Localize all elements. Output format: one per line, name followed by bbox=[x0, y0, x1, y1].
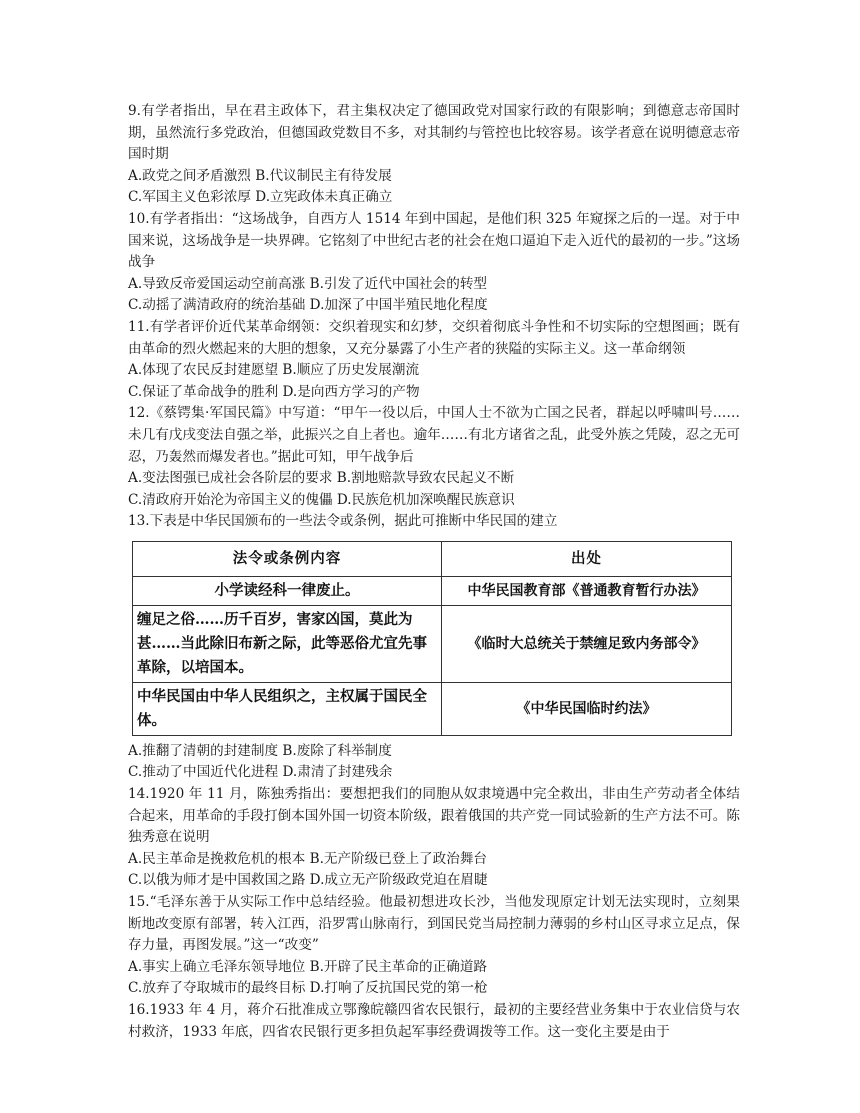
table-cell-source: 中华民国教育部《普通教育暂行办法》 bbox=[442, 576, 732, 605]
question-stem: 12.《蔡锷集·军国民篇》中写道：“甲午一役以后，中国人士不欲为亡国之民者，群起以呼啸叫号……未几有戊戌变法自强之举，此振兴之自上者也。逾年……有北方诸省之乱，此受外族之凭陵，忍之无可忍，乃轰然而爆发者也。”据此可知，甲午战争后 bbox=[128, 405, 740, 465]
table-header-content: 法令或条例内容 bbox=[133, 541, 442, 576]
question-list bbox=[128, 101, 740, 1043]
question-16 bbox=[128, 1000, 740, 1043]
question-stem: 10.有学者指出：“这场战争，自西方人 1514 年到中国起，是他们积 325 年窥探之后的一逞。对于中国来说，这场战争是一块界碑。它铭刻了中世纪古老的社会在炮口逼迫下走入近代的最初的一步。”这场战争 bbox=[128, 210, 740, 271]
question-10 bbox=[128, 209, 740, 317]
option-line: C.以俄为师才是中国救国之路 D.成立无产阶级政党迫在眉睫 bbox=[128, 872, 488, 889]
table-cell-content: 缠足之俗……历千百岁，害家凶国，莫此为甚……当此除旧布新之际，此等恶俗尤宜先事革除，以培国本。 bbox=[133, 605, 442, 682]
table-cell-content: 小学读经科一律废止。 bbox=[133, 576, 442, 605]
option-line: A.推翻了清朝的封建制度 B.废除了科举制度 bbox=[128, 742, 392, 759]
table-cell-source: 《临时大总统关于禁缠足致内务部令》 bbox=[442, 605, 732, 682]
option-line: C.推动了中国近代化进程 D.肃清了封建残余 bbox=[128, 764, 393, 781]
table-row bbox=[133, 605, 732, 682]
option-line: A.政党之间矛盾激烈 B.代议制民主有待发展 bbox=[128, 167, 392, 184]
option-line: A.变法图强已成社会各阶层的要求 B.割地赔款导致农民起义不断 bbox=[128, 470, 515, 487]
table-row bbox=[133, 682, 732, 735]
question-stem: 11.有学者评价近代某革命纲领：交织着现实和幻梦，交织着彻底斗争性和不切实际的空想图画；既有由革命的烈火燃起来的大胆的想象，又充分暴露了小生产者的狭隘的实际主义。这一革命纲领 bbox=[128, 318, 740, 357]
question-13 bbox=[128, 511, 740, 784]
option-line: A.导致反帝爱国运动空前高涨 B.引发了近代中国社会的转型 bbox=[128, 275, 488, 292]
table-header-row bbox=[133, 541, 732, 576]
question-stem: 9.有学者指出，早在君主政体下，君主集权决定了德国政党对国家行政的有限影响；到德意志帝国时期，虽然流行多党政治，但德国政党数目不多，对其制约与管控也比较容易。该学者意在说明德意志帝国时期 bbox=[128, 103, 740, 163]
option-line: A.体现了农民反封建愿望 B.顺应了历史发展潮流 bbox=[128, 362, 420, 379]
option-line: C.保证了革命战争的胜利 D.是向西方学习的产物 bbox=[128, 383, 420, 400]
law-table bbox=[132, 541, 732, 736]
option-line: C.动摇了满清政府的统治基础 D.加深了中国半殖民地化程度 bbox=[128, 297, 488, 314]
table-cell-source: 《中华民国临时约法》 bbox=[442, 682, 732, 735]
question-11 bbox=[128, 317, 740, 403]
question-9 bbox=[128, 101, 740, 209]
question-stem: 13.下表是中华民国颁布的一些法令或条例，据此可推断中华民国的建立 bbox=[128, 513, 558, 530]
table-header-source: 出处 bbox=[442, 541, 732, 576]
option-line: A.民主革命是挽救危机的根本 B.无产阶级已登上了政治舞台 bbox=[128, 850, 488, 867]
question-stem: 16.1933 年 4 月，蒋介石批准成立鄂豫皖赣四省农民银行，最初的主要经营业务集中于农业信贷与农村救济，1933 年底，四省农民银行更多担负起军事经费调拨等工作。这一变化主要是由于 bbox=[128, 1002, 740, 1040]
question-stem: 15.“毛泽东善于从实际工作中总结经验。他最初想进攻长沙，当他发现原定计划无法实现时，立刻果断地改变原有部署，转入江西，沿罗霄山脉南行，到国民党当局控制力薄弱的乡村山区寻求立足点，保存力量，再图发展。”这一“改变” bbox=[128, 894, 740, 954]
option-line: C.清政府开始沦为帝国主义的傀儡 D.民族危机加深唤醒民族意识 bbox=[128, 491, 515, 508]
option-line: C.放弃了夺取城市的最终目标 D.打响了反抗国民党的第一枪 bbox=[128, 980, 488, 997]
question-stem: 14.1920 年 11 月，陈独秀指出：要想把我们的同胞从奴隶境遇中完全救出，非由生产劳动者全体结合起来，用革命的手段打倒本国外国一切资本阶级，跟着俄国的共产党一同试验新的生产方法不可。陈独秀意在说明 bbox=[128, 786, 740, 846]
table-row bbox=[133, 576, 732, 605]
question-14 bbox=[128, 784, 740, 892]
option-line: A.事实上确立毛泽东领导地位 B.开辟了民主革命的正确道路 bbox=[128, 958, 488, 975]
table-cell-content: 中华民国由中华人民组织之，主权属于国民全体。 bbox=[133, 682, 442, 735]
question-12 bbox=[128, 403, 740, 511]
question-15 bbox=[128, 892, 740, 1000]
option-line: C.军国主义色彩浓厚 D.立宪政体未真正确立 bbox=[128, 189, 393, 206]
